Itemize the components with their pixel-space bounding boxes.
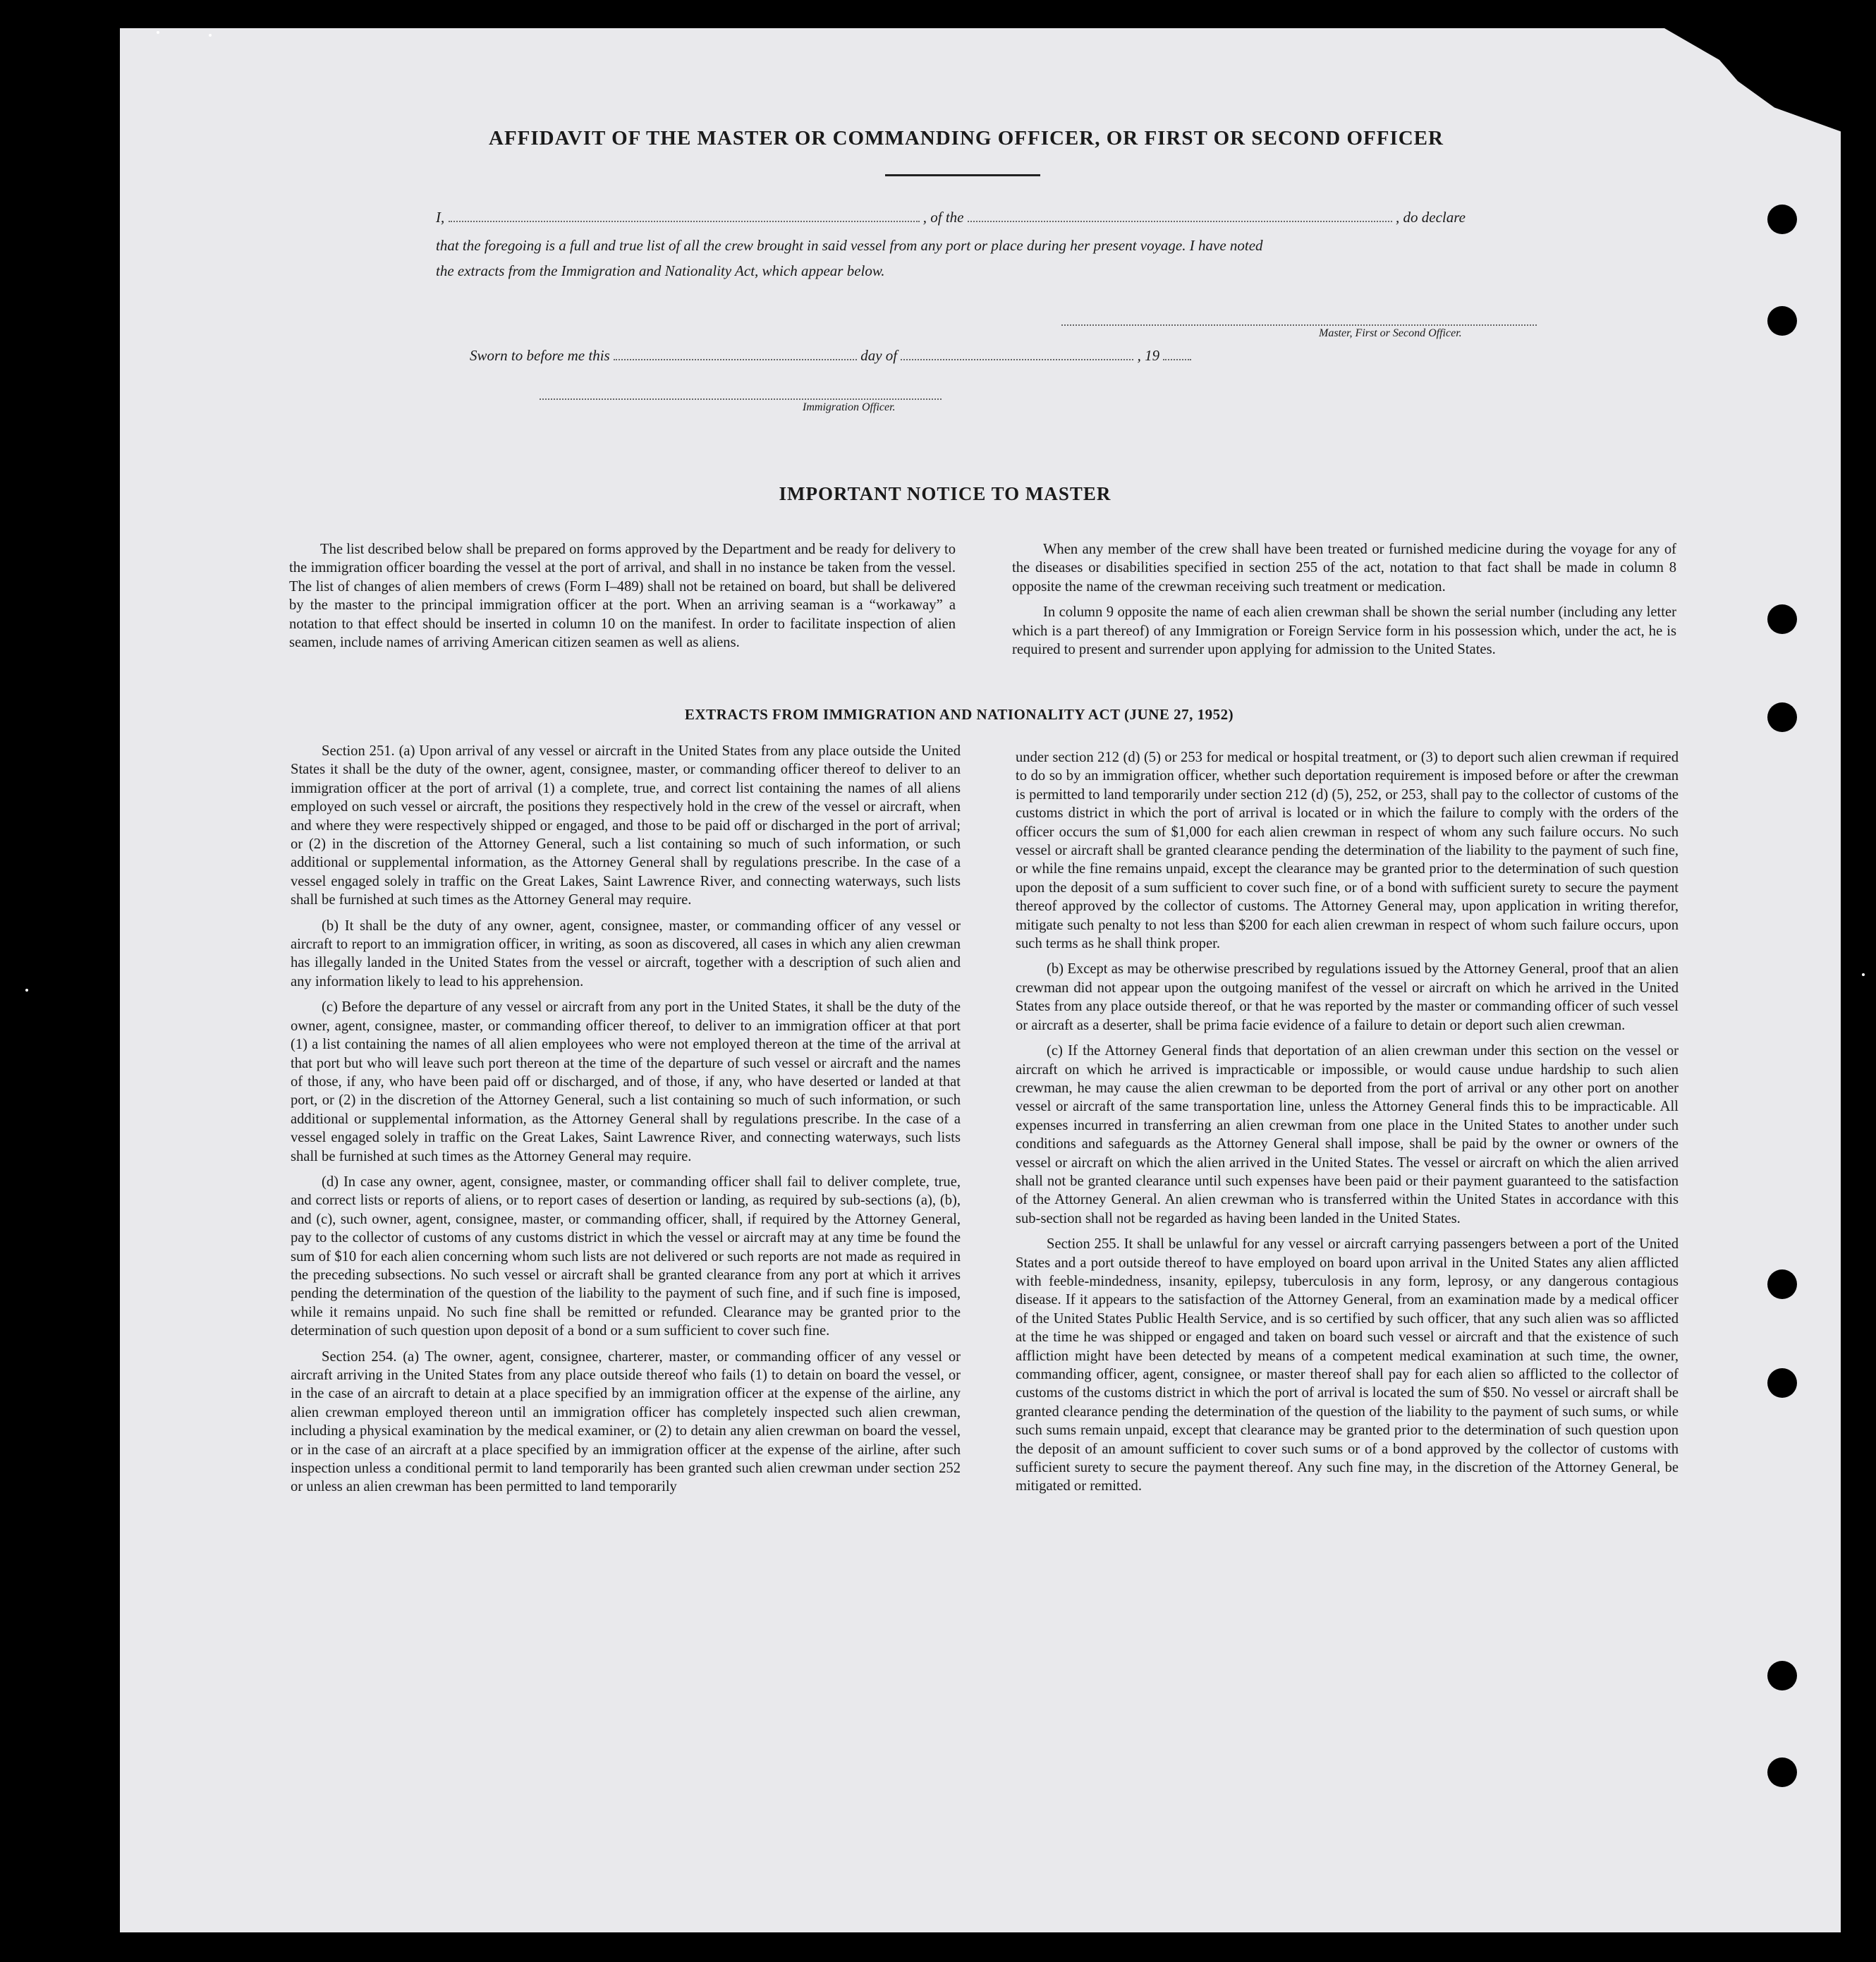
declaration-line-2: the extracts from the Immigration and Nationality Act, which appear below. [436, 262, 885, 279]
master-signature-line[interactable] [1061, 324, 1537, 326]
extracts-title: EXTRACTS FROM IMMIGRATION AND NATIONALITY ACT (JUNE 27, 1952) [684, 706, 1234, 723]
extracts-right-column [1016, 748, 1679, 1503]
of-the-label: , of the [922, 209, 964, 226]
affidavit-title: AFFIDAVIT OF THE MASTER OR COMMANDING OFFICER, OR FIRST OR SECOND OFFICER [489, 127, 1444, 150]
binder-hole [1767, 1661, 1797, 1690]
extract-paragraph: (b) It shall be the duty of any owner, agent, consignee, master, or commanding officer of any vessel or aircraft to report to an immigration officer, in writing, as soon as discovered, all cases in which any alien crewman has illegally landed in the United States from the vessel or aircraft, together with a description of such alien and any information likely to lead to his apprehension. [291, 918, 961, 989]
extract-paragraph: Section 254. (a) The owner, agent, consignee, charterer, master, or commanding officer of any vessel or aircraft arriving in the United States from any place outside thereof who fails (1) to detain on board the vessel, or in the case of an aircraft to detain at a place specified by an immigration officer at the expense of the airline, any alien crewman employed thereon until an immigration officer has completely inspected such alien crewman, including a physical examination by the medical examiner, or (2) to detain any alien crewman on board the vessel, or in the case of an aircraft at a place specified by an immigration officer at the expense of the airline, after such inspection unless a conditional permit to land temporarily has been granted such alien crewman under section 252 or unless an alien crewman has been permitted to land temporarily [291, 1348, 961, 1495]
sworn-label: Sworn to before me this [470, 347, 610, 364]
master-signature-caption: Master, First or Second Officer. [1319, 327, 1462, 339]
notice-left-column [289, 540, 956, 659]
declaration-line-1: that the foregoing is a full and true list of all the crew brought in said vessel from any port or place during her present voyage. I have noted [436, 237, 1263, 254]
year-label: , 19 [1137, 347, 1160, 364]
scan-speck [25, 989, 28, 992]
do-declare-label: , do declare [1396, 209, 1466, 226]
title-rule [885, 174, 1040, 176]
binder-hole [1767, 306, 1797, 336]
sworn-year-blank[interactable] [1163, 358, 1191, 360]
binder-hole [1767, 205, 1797, 234]
scan-speck [1862, 973, 1865, 976]
scan-speck [209, 34, 212, 37]
declaration-name-line [436, 209, 1466, 226]
officer-signature-line[interactable] [540, 398, 942, 400]
binder-hole [1767, 702, 1797, 732]
notice-right-paragraph: In column 9 opposite the name of each alien crewman shall be shown the serial number (including any letter which is a part thereof) of any Immigration or Foreign Service form in his possession which, under the act, he is required to present and surrender upon applying for admission to the United States. [1012, 604, 1676, 658]
scan-speck [157, 31, 159, 34]
binder-hole [1767, 1757, 1797, 1787]
sworn-line [470, 347, 1191, 365]
binder-hole [1767, 1269, 1797, 1299]
binder-hole [1767, 604, 1797, 634]
notice-right-paragraph: When any member of the crew shall have been treated or furnished medicine during the voyage for any of the diseases or disabilities specified in section 255 of the act, notation to that fact shall be made in column 8 opposite the name of the crewman receiving such treatment or medication. [1012, 542, 1676, 595]
notice-left-paragraph: The list described below shall be prepared on forms approved by the Department and be ready for delivery to the immigration officer boarding the vessel at the port of arrival, and shall in no instance be taken from the vessel. The list of changes of alien members of crews (Form I–489) shall not be retained on board, but shall be delivered by the master to the principal immigration officer at the port. When an arriving seaman is a “workaway” a notation to that effect should be inserted in column 10 on the manifest. In order to facilitate inspection of alien seamen, include names of arriving American citizen seamen as well as aliens. [289, 542, 956, 651]
extract-paragraph: (c) Before the departure of any vessel or aircraft from any port in the United States, it shall be the duty of the owner, agent, consignee, master, or commanding officer thereof, to deliver to an immigration officer at that port (1) a list containing the names of all alien employees who were not employed thereon at the time of the arrival at that port but who will leave such port thereon at the time of the departure of such vessel or aircraft and the names of those, if any, who have been paid off or discharged, and of those, if any, who have deserted or landed at that port, or (2) in the discretion of the Attorney General, such a list containing so much of such information, or such additional or supplemental information, as the Attorney General shall by regulations prescribe. In the case of a vessel engaged solely in traffic on the Great Lakes, Saint Lawrence River, and connecting waterways, such lists shall be furnished at such times as the Attorney General may require. [291, 999, 961, 1164]
extract-paragraph: (b) Except as may be otherwise prescribed by regulations issued by the Attorney General, proof that an alien crewman did not appear upon the outgoing manifest of the vessel or aircraft on which he arrived in the United States from any place outside thereof, or that he was reported by the master or commanding officer of such vessel or aircraft as a deserter, shall be prima facie evidence of a failure to detain or deport such alien crewman. [1016, 961, 1679, 1033]
i-label: I, [436, 209, 445, 226]
sworn-day-blank[interactable] [614, 358, 857, 360]
extract-paragraph: (d) In case any owner, agent, consignee, master, or commanding officer shall fail to deliver complete, true, and correct lists or reports of aliens, or to report cases of desertion or landing, as required by sub-sections (a), (b), and (c), such owner, agent, consignee, master, or commanding officer, shall, if required by the Attorney General, pay to the collector of customs of any customs district in which the vessel or aircraft may at any time be found the sum of $10 for each alien concerning whom such lists are not delivered or such reports are not made as required in the preceding subsections. No such vessel or aircraft shall be granted clearance from any port at which it arrives pending the determination of the question of the liability to the payment of such fine, and if such fine is imposed, while it remains unpaid. No such fine shall be remitted or refunded. Clearance may be granted prior to the determination of such question upon deposit of a bond or a sum sufficient to cover such fine. [291, 1174, 961, 1339]
extracts-left-column [291, 742, 961, 1504]
extract-paragraph: (c) If the Attorney General finds that deportation of an alien crewman under this section on the vessel or aircraft on which he arrived is impracticable or impossible, or would cause undue hardship to such alien crewman, he may cause the alien crewman to be deported from the port of arrival or any other port on another vessel or aircraft of the same transportation line, unless the Attorney General finds this to be impracticable. All expenses incurred in transferring an alien crewman from one place in the United States to another under such conditions and safeguards as the Attorney General shall impose, shall be paid by the owner or owners of the vessel or aircraft on which the alien arrived in the United States. The vessel or aircraft on which the alien arrived shall not be granted clearance until such expenses have been paid or their payment guaranteed to the satisfaction of the Attorney General. An alien crewman who is transferred within the United States in accordance with this sub-section shall not be regarded as having been landed in the United States. [1016, 1043, 1679, 1226]
extract-paragraph: Section 255. It shall be unlawful for any vessel or aircraft carrying passengers between a port of the United States and a port outside thereof to have employed on board upon arrival in the United States any alien afflicted with feeble-mindedness, insanity, epilepsy, tuberculosis in any form, leprosy, or any dangerous contagious disease. If it appears to the satisfaction of the Attorney General, from an examination made by a medical officer of the United States Public Health Service, and is so certified by such officer, that any such alien was so afflicted at the time he was shipped or engaged and taken on board such vessel or aircraft and that the existence of such affliction might have been detected by means of a competent medical examination at such time, the owner, commanding officer, agent, consignee, or master thereof shall pay for each alien so afflicted to the collector of customs of the customs district in which the port of arrival is located the sum of $50. No vessel or aircraft shall be granted clearance pending the determination of the question of the liability to the payment of such sums, or while such sums remain unpaid, except that clearance may be granted prior to the determination of such question upon the deposit of an amount sufficient to cover such sums or of a bond approved by the collector of customs with sufficient surety to secure the payment thereof. Any such fine may, in the discretion of the Attorney General, be mitigated or remitted. [1016, 1236, 1679, 1494]
officer-signature-caption: Immigration Officer. [803, 401, 896, 413]
binder-hole [1767, 1368, 1797, 1398]
vessel-blank[interactable] [968, 220, 1392, 222]
extract-paragraph: Section 251. (a) Upon arrival of any vessel or aircraft in the United States from any place outside the United States it shall be the duty of the owner, agent, consignee, master, or commanding officer thereof to deliver to an immigration officer at the port of arrival (1) a complete, true, and correct list containing the names of all aliens employed on such vessel or aircraft, the positions they respectively hold in the crew of the vessel or aircraft, when and where they were respectively shipped or engaged, and those to be paid off or discharged in the port of arrival; or (2) in the discretion of the Attorney General, such a list containing so much of such information, or such additional or supplemental information, as the Attorney General shall by regulations prescribe. In the case of a vessel engaged solely in traffic on the Great Lakes, Saint Lawrence River, and connecting waterways, such lists shall be furnished at such times as the Attorney General may require. [291, 743, 961, 908]
notice-right-column [1012, 540, 1676, 666]
extract-paragraph: under section 212 (d) (5) or 253 for medical or hospital treatment, or (3) to deport such alien crewman if required to do so by an immigration officer, whether such deportation requirement is imposed before or after the crewman is permitted to land temporarily under section 212 (d) (5), 252, or 253, shall pay to the collector of customs of the customs district in which the port of arrival is located or in which the failure to comply with the orders of the officer occurs the sum of $1,000 for each alien crewman in respect of whom any such failure occurs. No such vessel or aircraft shall be granted clearance pending the determination of the liability to the payment of such fine, or while the fine remains unpaid, except the clearance may be granted prior to the determination of such question upon the deposit of a sum sufficient to cover such fine, or of a bond with sufficient surety to secure the payment thereof approved by the collector of customs. The Attorney General may, upon application in writing therefor, mitigate such penalty to not less than $200 for each alien crewman in respect of whom such failure occurs, upon such terms as he shall think proper. [1016, 750, 1679, 952]
day-of-label: day of [860, 347, 898, 364]
sworn-month-blank[interactable] [901, 358, 1133, 360]
notice-title: IMPORTANT NOTICE TO MASTER [779, 483, 1111, 504]
name-blank[interactable] [449, 220, 920, 222]
